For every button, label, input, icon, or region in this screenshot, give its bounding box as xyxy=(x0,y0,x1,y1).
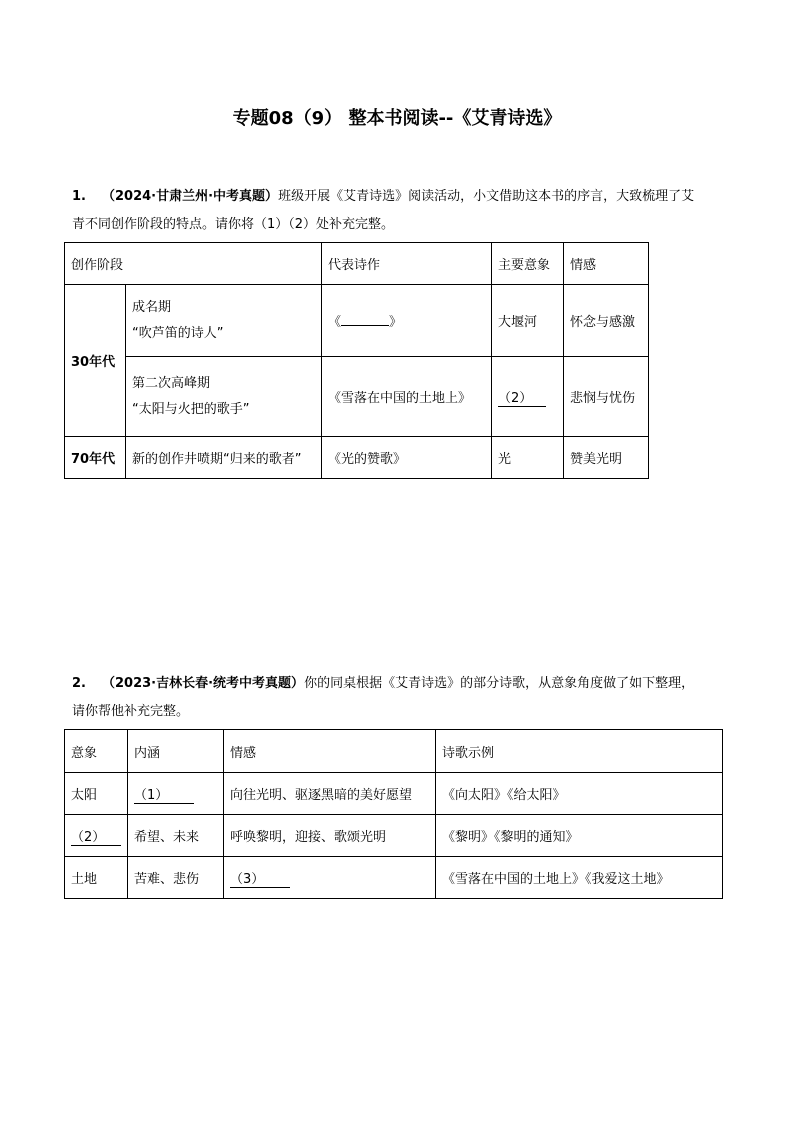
stage-cell: 新的创作井喷期“归来的歌者” xyxy=(126,437,322,479)
table-row xyxy=(65,285,649,357)
poem-cell: 《雪落在中国的土地上》 xyxy=(322,357,492,437)
table-row xyxy=(65,357,649,437)
q2-table xyxy=(64,729,723,899)
emotion-cell xyxy=(224,857,436,899)
poem-cell xyxy=(322,285,492,357)
stage-nickname: “太阳与火把的歌手” xyxy=(132,401,250,417)
table-row xyxy=(65,857,723,899)
emotion-cell: 赞美光明 xyxy=(564,437,649,479)
emotion-cell: 呼唤黎明，迎接、歌颂光明 xyxy=(224,815,436,857)
stage-name: 成名期 xyxy=(132,299,172,315)
header-cell: 代表诗作 xyxy=(322,243,492,285)
era-cell: 70年代 xyxy=(65,437,126,479)
table-row xyxy=(65,815,723,857)
question-source: （2024·甘肃兰州·中考真题） xyxy=(102,189,279,204)
poem-bracket: 》 xyxy=(389,315,403,330)
question-text-continued: 请你帮他补充完整。 xyxy=(72,704,190,719)
page-title: 专题08（9） 整本书阅读--《艾青诗选》 xyxy=(232,108,562,129)
answer-blank-2[interactable]: （2） xyxy=(71,826,121,846)
emotion-cell: 向往光明、驱逐黑暗的美好愿望 xyxy=(224,773,436,815)
poem-bracket: 《 xyxy=(328,315,342,330)
table-row xyxy=(65,437,649,479)
meaning-cell xyxy=(128,773,224,815)
emotion-cell: 悲悯与忧伤 xyxy=(564,357,649,437)
image-cell: 大堰河 xyxy=(492,285,564,357)
stage-name: 第二次高峰期 xyxy=(132,375,211,391)
header-cell: 创作阶段 xyxy=(65,243,322,285)
question-2 xyxy=(72,670,732,726)
example-cell: 《向太阳》《给太阳》 xyxy=(436,773,723,815)
question-1 xyxy=(72,183,732,239)
example-cell: 《雪落在中国的土地上》《我爱这土地》 xyxy=(436,857,723,899)
header-cell: 情感 xyxy=(224,730,436,773)
question-source: （2023·吉林长春·统考中考真题） xyxy=(102,676,305,691)
image-cell xyxy=(65,815,128,857)
header-cell: 主要意象 xyxy=(492,243,564,285)
image-cell: 光 xyxy=(492,437,564,479)
question-number: 1. xyxy=(72,189,86,204)
header-cell: 诗歌示例 xyxy=(436,730,723,773)
stage-nickname: “吹芦笛的诗人” xyxy=(132,325,224,341)
answer-blank-3[interactable]: （3） xyxy=(230,868,290,888)
example-cell: 《黎明》《黎明的通知》 xyxy=(436,815,723,857)
table-header-row xyxy=(65,243,649,285)
meaning-cell: 苦难、悲伤 xyxy=(128,857,224,899)
question-text-continued: 青不同创作阶段的特点。请你将（1）（2）处补充完整。 xyxy=(72,217,395,232)
meaning-cell: 希望、未来 xyxy=(128,815,224,857)
image-cell: 太阳 xyxy=(65,773,128,815)
answer-blank-1[interactable]: （1） xyxy=(134,784,194,804)
poem-cell: 《光的赞歌》 xyxy=(322,437,492,479)
q1-table xyxy=(64,242,649,479)
table-header-row xyxy=(65,730,723,773)
question-number: 2. xyxy=(72,676,86,691)
era-cell: 30年代 xyxy=(65,285,126,437)
header-cell: 意象 xyxy=(65,730,128,773)
question-text: 你的同桌根据《艾青诗选》的部分诗歌，从意象角度做了如下整理， xyxy=(304,676,695,691)
image-cell: 土地 xyxy=(65,857,128,899)
stage-cell xyxy=(126,285,322,357)
poem-blank[interactable] xyxy=(341,325,389,326)
question-text: 班级开展《艾青诗选》阅读活动，小文借助这本书的序言，大致梳理了艾 xyxy=(278,189,695,204)
stage-cell xyxy=(126,357,322,437)
header-cell: 内涵 xyxy=(128,730,224,773)
image-cell xyxy=(492,357,564,437)
answer-blank-2[interactable]: （2） xyxy=(498,387,546,407)
header-cell: 情感 xyxy=(564,243,649,285)
emotion-cell: 怀念与感激 xyxy=(564,285,649,357)
table-row xyxy=(65,773,723,815)
